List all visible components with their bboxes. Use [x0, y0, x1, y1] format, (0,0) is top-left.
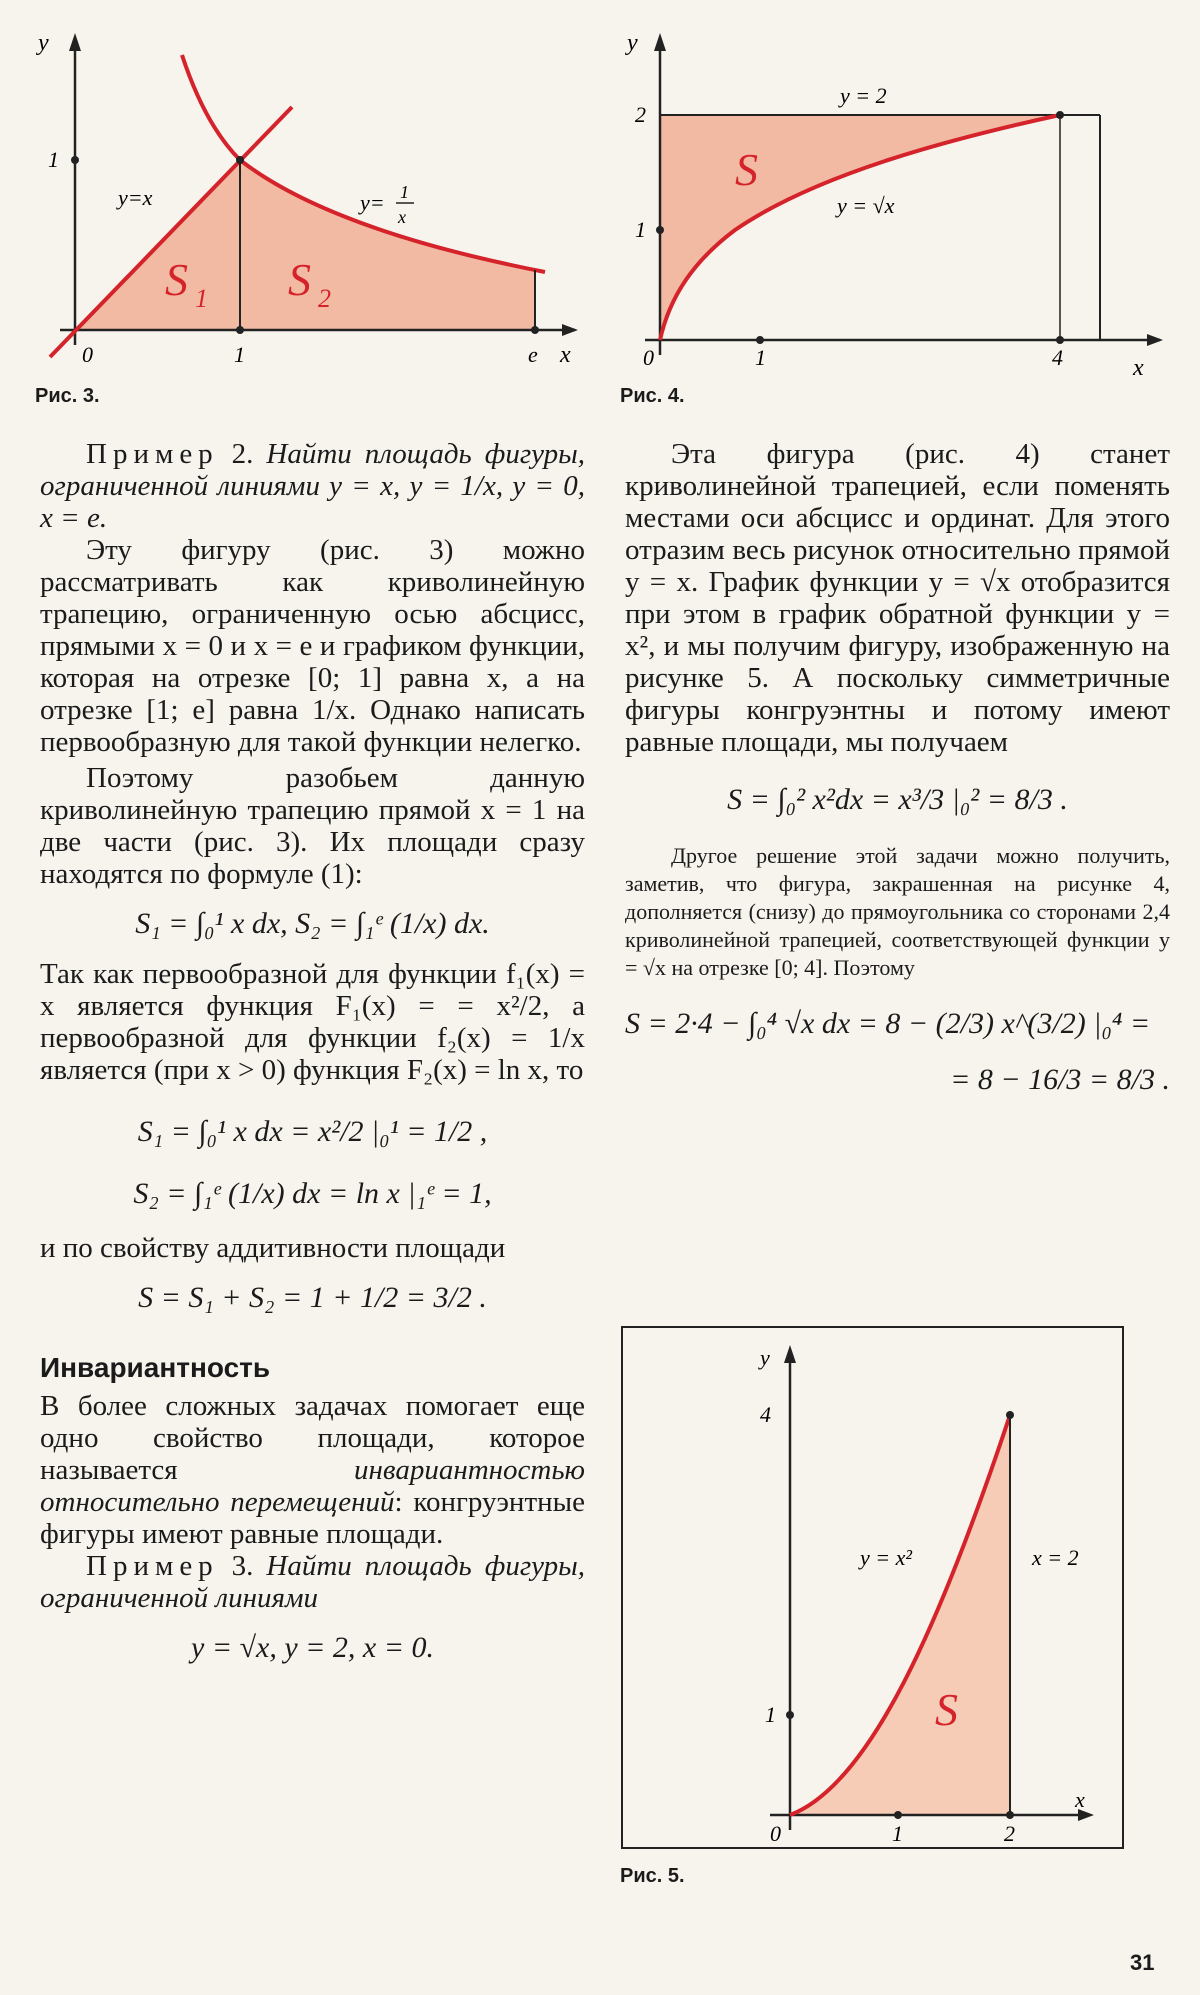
right-formula-3: = 8 − 16/3 = 8/3 .	[950, 1063, 1170, 1096]
example-3-word: Пример	[86, 1550, 219, 1582]
fig5-caption: Рис. 5.	[620, 1865, 685, 1887]
fig3-label-hyper: y=	[360, 190, 385, 215]
paragraph-2: Поэтому разобьем данную криволинейную трапецию прямой x = 1 на две части (рис. 3). Их площади сразу находятся по формуле (1):	[40, 762, 585, 890]
fig3-intersection	[236, 156, 244, 164]
fig3-tick-e	[531, 326, 539, 334]
figure-5	[620, 1325, 1125, 1850]
fig5-label-4y: 4	[760, 1402, 771, 1427]
fig5-tick-x2	[1006, 1811, 1014, 1819]
paragraph-5-c: : конгруэнтные фигуры имеют равные площади.	[40, 1486, 585, 1550]
formula-s1-s2: S₁ = ∫₀¹ x dx, S₂ = ∫₁ᵉ (1/x) dx.	[135, 907, 490, 940]
paragraph-5	[40, 1390, 585, 1550]
fig5-label-1y: 1	[765, 1702, 776, 1727]
fig5-label-line: x = 2	[1032, 1545, 1079, 1570]
formula-example-3: y = √x, y = 2, x = 0.	[191, 1631, 434, 1664]
fig4-label-1y: 1	[635, 217, 646, 242]
fig4-label-4: 4	[1052, 345, 1063, 370]
fig3-y-arrow	[69, 33, 81, 51]
fig4-shaded-area	[660, 115, 1060, 340]
section-heading: Инвариантность	[40, 1352, 271, 1383]
fig4-tick-x4	[1056, 336, 1064, 344]
fig4-label-2y: 2	[635, 102, 646, 127]
example-2-word: Пример	[86, 438, 219, 470]
fig4-label-x: x	[1133, 355, 1144, 381]
fig4-label-y: y	[627, 30, 638, 56]
fig4-label-1x: 1	[755, 345, 766, 370]
fig4-tick-x1	[756, 336, 764, 344]
fig3-label-x: x	[560, 342, 571, 368]
fig3-label-e: e	[528, 342, 538, 367]
paragraph-1: Эту фигуру (рис. 3) можно рассматривать как криволинейную трапецию, ограниченную осью абсцисс, прямыми x = 0 и x = e и графиком функции, которая на отрезке [0; 1] равна x, а на отрезке [1; e] равна 1/x. Однако написать первообразную для такой функции нелегко.	[40, 534, 585, 758]
fig3-label-y: y	[38, 30, 49, 56]
paragraph-4: и по свойству аддитивности площади	[40, 1232, 506, 1264]
fig4-x-arrow	[1147, 334, 1163, 346]
paragraph-5-term: инвариантностью относительно перемещений	[40, 1454, 585, 1518]
fig5-label-curve: y = x²	[860, 1545, 912, 1570]
right-column	[625, 438, 1170, 1114]
example-3-number: 3.	[231, 1550, 254, 1582]
fig3-caption: Рис. 3.	[35, 385, 100, 407]
page-number: 31	[1130, 1950, 1155, 1975]
fig3-x-arrow	[562, 324, 578, 336]
fig4-y-arrow	[654, 33, 666, 51]
fig4-label-0: 0	[643, 345, 654, 370]
example-2-number: 2.	[231, 438, 254, 470]
fig4-caption: Рис. 4.	[620, 385, 685, 407]
fig3-tick-y1	[71, 156, 79, 164]
fig5-tick-y1	[786, 1711, 794, 1719]
fig3-label-s2: S	[288, 254, 311, 305]
fig5-label-2x: 2	[1004, 1821, 1015, 1846]
figure-3	[30, 15, 590, 395]
fig3-label-s1: S	[165, 254, 188, 305]
fig4-label-top: y = 2	[840, 83, 887, 108]
fig5-shaded-area	[790, 1415, 1010, 1815]
figure-4	[615, 15, 1175, 395]
paragraph-5-a: В более сложных задачах помогает еще одно свойство площади, которое называется	[40, 1390, 585, 1486]
paragraph-3: Так как первообразной для функции f₁(x) = x является функция F₁(x) = = x²/2, а первообразной для функции f₂(x) = 1/x является (при x > 0) функция F₂(x) = ln x, то	[40, 958, 585, 1086]
example-3-task: Найти площадь фигуры, ограниченной линиями	[40, 1550, 586, 1614]
right-small-paragraph: Другое решение этой задачи можно получить, заметив, что фигура, закрашенная на рисунке 4, дополняется (снизу) до прямоугольника со сторонами 2,4 криволинейной трапецией, соответствующей функции y = √x на отрезке [0; 4]. Поэтому	[625, 843, 1170, 980]
fig3-label-line: y=x	[118, 185, 153, 210]
fig4-label-s: S	[735, 144, 758, 195]
fig5-label-x: x	[1075, 1787, 1085, 1812]
formula-s2-value: S₂ = ∫₁ᵉ (1/x) dx = ln x |₁ᵉ = 1,	[133, 1177, 492, 1210]
fig5-label-1x: 1	[892, 1821, 903, 1846]
fig3-label-s2-sub: 2	[318, 284, 331, 313]
formula-s1-value: S₁ = ∫₀¹ x dx = x²/2 |₀¹ = 1/2 ,	[137, 1115, 488, 1148]
fig3-tick-x1	[236, 326, 244, 334]
fig4-corner	[1056, 111, 1064, 119]
fig5-y-arrow	[784, 1345, 796, 1363]
right-formula-1: S = ∫₀² x²dx = x³/3 |₀² = 8/3 .	[727, 783, 1068, 816]
fig3-label-1x: 1	[234, 342, 245, 367]
fig5-label-y: y	[760, 1345, 770, 1370]
fig5-label-s: S	[935, 1684, 958, 1735]
fig3-label-s1-sub: 1	[195, 284, 208, 313]
fig5-label-0: 0	[770, 1821, 781, 1846]
fig5-top-point	[1006, 1411, 1014, 1419]
formula-s-sum: S = S₁ + S₂ = 1 + 1/2 = 3/2 .	[138, 1281, 487, 1314]
example-3	[40, 1550, 585, 1614]
left-column	[40, 438, 585, 1682]
fig3-label-0: 0	[82, 342, 93, 367]
right-paragraph-1: Эта фигура (рис. 4) станет криволинейной трапецией, если поменять местами оси абсцисс и ординат. Для этого отразим весь рисунок относительно прямой y = x. График функции y = √x отобразится при этом в график обратной функции y = x², и мы получим фигуру, изображенную на рисунке 5. А поскольку симметричные фигуры конгруэнтны и потому имеют равные площади, мы получаем	[625, 438, 1170, 758]
right-formula-2: S = 2·4 − ∫₀⁴ √x dx = 8 − (2/3) x^(3/2) |₀⁴ =	[625, 1007, 1151, 1040]
fig5-tick-x1	[894, 1811, 902, 1819]
fig4-label-curve: y = √x	[837, 193, 895, 218]
fig3-label-1y: 1	[48, 147, 59, 172]
fig3-label-hyper-num: 1	[400, 182, 409, 202]
fig3-label-hyper-den: x	[398, 207, 406, 227]
example-2	[40, 438, 585, 534]
example-2-task: Найти площадь фигуры, ограниченной линиями y = x, y = 1/x, y = 0, x = e.	[40, 438, 586, 534]
fig4-tick-y1	[656, 226, 664, 234]
